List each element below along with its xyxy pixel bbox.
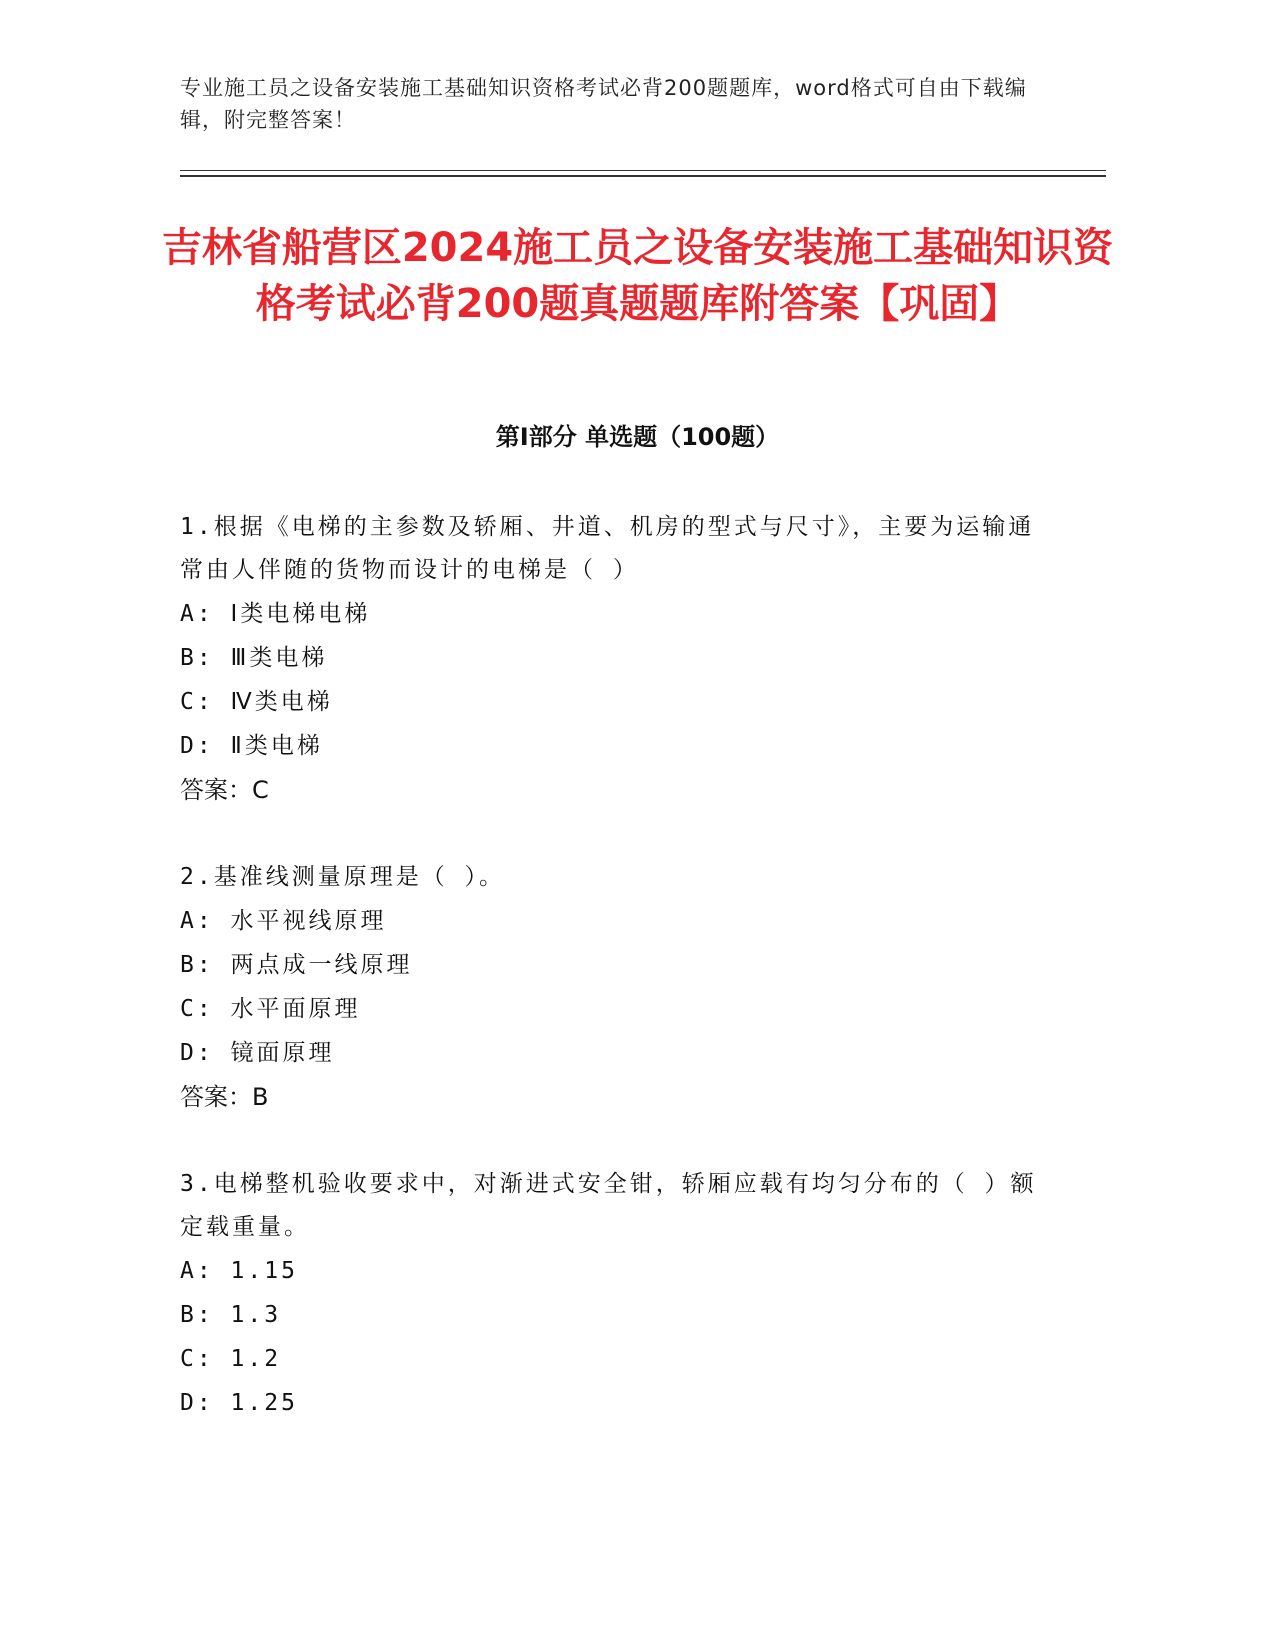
- question-1: [180, 506, 1060, 812]
- option-b: B: Ⅲ类电梯: [180, 645, 328, 671]
- section-heading: 第Ⅰ部分 单选题（100题）: [495, 423, 780, 451]
- answer-line: 答案：B: [180, 1083, 269, 1111]
- header-note: 专业施工员之设备安装施工基础知识资格考试必背200题题库，word格式可自由下载编辑，附完整答案！: [180, 76, 1027, 132]
- option-c: C: 1.2: [180, 1346, 282, 1372]
- option-c: C: Ⅳ类电梯: [180, 689, 333, 715]
- document-title: 吉林省船营区2024施工员之设备安装施工基础知识资格考试必背200题真题题库附答案【巩固】: [161, 225, 1114, 327]
- option-a: A: 水平视线原理: [180, 908, 387, 934]
- option-a: A: Ⅰ类电梯电梯: [180, 601, 371, 627]
- question-2: [180, 856, 1060, 1119]
- option-b: B: 1.3: [180, 1302, 282, 1328]
- header-divider-thin: [180, 170, 1106, 171]
- question-stem: 2.基准线测量原理是（ ）。: [180, 864, 506, 890]
- question-list: [180, 506, 1060, 1469]
- option-d: D: Ⅱ类电梯: [180, 733, 323, 759]
- option-c: C: 水平面原理: [180, 996, 361, 1022]
- question-stem: 1.根据《电梯的主参数及轿厢、井道、机房的型式与尺寸》，主要为运输通常由人伴随的货物而设计的电梯是（ ）: [180, 514, 1035, 583]
- option-d: D: 1.25: [180, 1390, 298, 1416]
- question-3: [180, 1163, 1060, 1425]
- question-stem: 3.电梯整机验收要求中，对渐进式安全钳，轿厢应载有均匀分布的（ ）额定载重量。: [180, 1171, 1037, 1240]
- option-d: D: 镜面原理: [180, 1040, 335, 1066]
- answer-line: 答案：C: [180, 776, 269, 804]
- option-a: A: 1.15: [180, 1258, 298, 1284]
- option-b: B: 两点成一线原理: [180, 952, 413, 978]
- header-divider-thick: [180, 175, 1106, 177]
